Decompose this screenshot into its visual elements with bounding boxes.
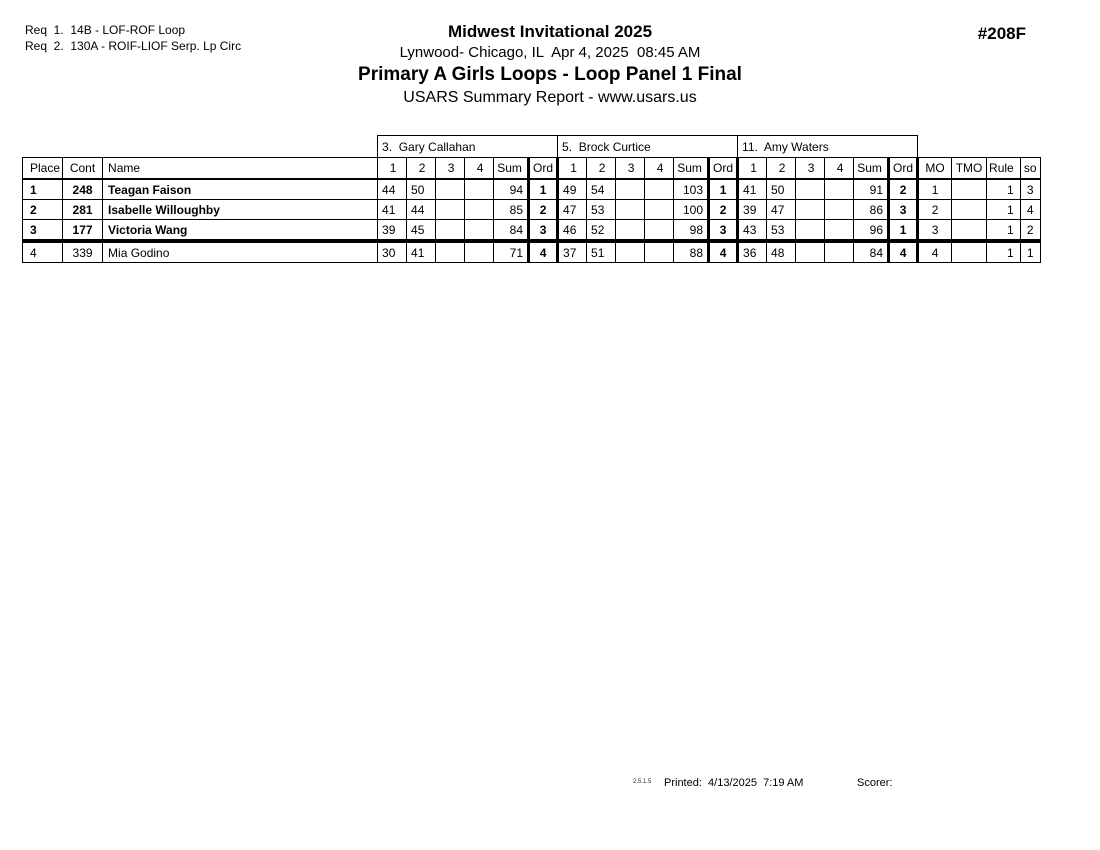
cell-judge-ord: 4 (529, 241, 558, 263)
cell-judge-score-1: 30 (378, 241, 407, 263)
cell-judge-score-3 (616, 220, 645, 242)
cell-judge-score-3 (796, 241, 825, 263)
cell-judge-ord: 4 (889, 241, 918, 263)
cell-judge-score-4 (645, 220, 674, 242)
cell-judge-ord: 1 (529, 179, 558, 200)
cell-mo: 2 (918, 200, 952, 220)
cell-judge-sum: 84 (854, 241, 889, 263)
cell-skater-name: Victoria Wang (103, 220, 378, 242)
result-row (23, 241, 1041, 263)
cell-contestant-number: 281 (63, 200, 103, 220)
req-line-2: Req 2. 130A - ROIF-LIOF Serp. Lp Circ (25, 39, 242, 53)
cell-so: 3 (1020, 179, 1040, 200)
cell-contestant-number: 177 (63, 220, 103, 242)
col-header-judge-score-4: 4 (645, 158, 674, 180)
col-header-cont: Cont (63, 158, 103, 180)
cell-rule: 1 (987, 241, 1021, 263)
cell-judge-sum: 98 (674, 220, 709, 242)
scorer-label: Scorer: (857, 777, 893, 789)
cell-judge-score-4 (645, 179, 674, 200)
cell-judge-score-1: 36 (738, 241, 767, 263)
cell-place: 2 (23, 200, 63, 220)
col-header-mo: MO (918, 158, 952, 180)
category-title: Primary A Girls Loops - Loop Panel 1 Final (358, 64, 742, 85)
cell-judge-score-3 (796, 220, 825, 242)
col-header-judge-score-3: 3 (436, 158, 465, 180)
result-row (23, 220, 1041, 242)
cell-judge-sum: 84 (494, 220, 529, 242)
report-number: #208F (977, 24, 1026, 43)
col-header-judge-score-4: 4 (465, 158, 494, 180)
cell-tmo (952, 241, 987, 263)
cell-so: 4 (1020, 200, 1040, 220)
col-header-so: so (1020, 158, 1040, 180)
cell-judge-ord: 2 (529, 200, 558, 220)
col-header-name: Name (103, 158, 378, 180)
cell-judge-score-1: 41 (378, 200, 407, 220)
col-header-tmo: TMO (952, 158, 987, 180)
col-header-judge-ord: Ord (709, 158, 738, 180)
cell-judge-score-4 (645, 200, 674, 220)
cell-judge-score-4 (825, 220, 854, 242)
cell-judge-score-2: 51 (587, 241, 616, 263)
cell-judge-ord: 3 (709, 220, 738, 242)
cell-judge-score-4 (825, 179, 854, 200)
col-header-place: Place (23, 158, 63, 180)
cell-judge-score-3 (796, 200, 825, 220)
cell-place: 1 (23, 179, 63, 200)
result-row (23, 200, 1041, 220)
col-header-judge-score-1: 1 (378, 158, 407, 180)
cell-judge-score-1: 49 (558, 179, 587, 200)
judge-row-spacer-left (23, 136, 378, 158)
cell-judge-score-2: 54 (587, 179, 616, 200)
cell-judge-score-3 (616, 241, 645, 263)
cell-judge-score-2: 41 (407, 241, 436, 263)
cell-judge-score-4 (465, 241, 494, 263)
cell-judge-score-4 (645, 241, 674, 263)
cell-judge-score-1: 47 (558, 200, 587, 220)
col-header-judge-sum: Sum (494, 158, 529, 180)
cell-judge-score-1: 46 (558, 220, 587, 242)
cell-skater-name: Teagan Faison (103, 179, 378, 200)
results-table-wrap (22, 135, 1041, 263)
cell-judge-sum: 96 (854, 220, 889, 242)
cell-judge-score-4 (825, 200, 854, 220)
cell-judge-ord: 1 (889, 220, 918, 242)
cell-judge-ord: 1 (709, 179, 738, 200)
cell-judge-sum: 94 (494, 179, 529, 200)
col-header-judge-score-3: 3 (796, 158, 825, 180)
results-table (22, 135, 1041, 263)
judge-row-spacer-right (918, 136, 1041, 158)
col-header-judge-sum: Sum (674, 158, 709, 180)
cell-judge-sum: 86 (854, 200, 889, 220)
cell-tmo (952, 179, 987, 200)
cell-judge-score-1: 44 (378, 179, 407, 200)
report-subtitle: USARS Summary Report - www.usars.us (403, 89, 697, 106)
result-row (23, 179, 1041, 200)
cell-judge-score-1: 41 (738, 179, 767, 200)
cell-place: 4 (23, 241, 63, 263)
cell-rule: 1 (987, 179, 1021, 200)
cell-so: 2 (1020, 220, 1040, 242)
req-line-1: Req 1. 14B - LOF-ROF Loop (25, 23, 186, 37)
col-header-judge-ord: Ord (889, 158, 918, 180)
cell-judge-score-1: 37 (558, 241, 587, 263)
col-header-judge-ord: Ord (529, 158, 558, 180)
cell-judge-score-3 (436, 200, 465, 220)
cell-judge-score-2: 50 (407, 179, 436, 200)
cell-judge-sum: 85 (494, 200, 529, 220)
cell-contestant-number: 339 (63, 241, 103, 263)
cell-judge-ord: 2 (889, 179, 918, 200)
cell-judge-score-1: 43 (738, 220, 767, 242)
cell-judge-score-1: 39 (378, 220, 407, 242)
cell-skater-name: Mia Godino (103, 241, 378, 263)
cell-judge-score-1: 39 (738, 200, 767, 220)
col-header-judge-score-2: 2 (767, 158, 796, 180)
cell-judge-score-4 (465, 220, 494, 242)
event-title: Midwest Invitational 2025 (447, 22, 653, 41)
cell-tmo (952, 220, 987, 242)
cell-judge-score-3 (796, 179, 825, 200)
cell-judge-sum: 103 (674, 179, 709, 200)
col-header-judge-score-1: 1 (738, 158, 767, 180)
cell-judge-score-4 (465, 179, 494, 200)
cell-judge-ord: 4 (709, 241, 738, 263)
cell-judge-score-2: 48 (767, 241, 796, 263)
cell-judge-ord: 3 (529, 220, 558, 242)
cell-so: 1 (1020, 241, 1040, 263)
col-header-rule: Rule (987, 158, 1021, 180)
cell-judge-sum: 91 (854, 179, 889, 200)
cell-judge-ord: 2 (709, 200, 738, 220)
col-header-judge-score-3: 3 (616, 158, 645, 180)
cell-judge-sum: 88 (674, 241, 709, 263)
cell-judge-score-4 (465, 200, 494, 220)
cell-tmo (952, 200, 987, 220)
cell-judge-ord: 3 (889, 200, 918, 220)
col-header-judge-score-2: 2 (407, 158, 436, 180)
cell-judge-score-3 (616, 200, 645, 220)
judge-name-header: 5. Brock Curtice (558, 136, 738, 158)
col-header-judge-score-1: 1 (558, 158, 587, 180)
cell-judge-score-3 (436, 241, 465, 263)
cell-rule: 1 (987, 200, 1021, 220)
software-version: 2.5.1.5 (633, 779, 652, 785)
title-block (0, 22, 1100, 110)
cell-judge-score-2: 50 (767, 179, 796, 200)
cell-judge-sum: 71 (494, 241, 529, 263)
col-header-judge-score-2: 2 (587, 158, 616, 180)
cell-judge-score-3 (436, 220, 465, 242)
cell-judge-sum: 100 (674, 200, 709, 220)
judge-name-header: 11. Amy Waters (738, 136, 918, 158)
cell-mo: 3 (918, 220, 952, 242)
cell-mo: 4 (918, 241, 952, 263)
judge-name-header: 3. Gary Callahan (378, 136, 558, 158)
cell-skater-name: Isabelle Willoughby (103, 200, 378, 220)
printed-timestamp: Printed: 4/13/2025 7:19 AM (664, 777, 804, 789)
cell-judge-score-2: 44 (407, 200, 436, 220)
cell-judge-score-2: 53 (587, 200, 616, 220)
cell-rule: 1 (987, 220, 1021, 242)
col-header-judge-score-4: 4 (825, 158, 854, 180)
cell-judge-score-4 (825, 241, 854, 263)
cell-judge-score-2: 45 (407, 220, 436, 242)
cell-judge-score-2: 52 (587, 220, 616, 242)
cell-mo: 1 (918, 179, 952, 200)
cell-contestant-number: 248 (63, 179, 103, 200)
event-location-date: Lynwood- Chicago, IL Apr 4, 2025 08:45 AM (399, 44, 701, 61)
cell-judge-score-2: 53 (767, 220, 796, 242)
cell-judge-score-2: 47 (767, 200, 796, 220)
cell-place: 3 (23, 220, 63, 242)
cell-judge-score-3 (436, 179, 465, 200)
col-header-judge-sum: Sum (854, 158, 889, 180)
cell-judge-score-3 (616, 179, 645, 200)
